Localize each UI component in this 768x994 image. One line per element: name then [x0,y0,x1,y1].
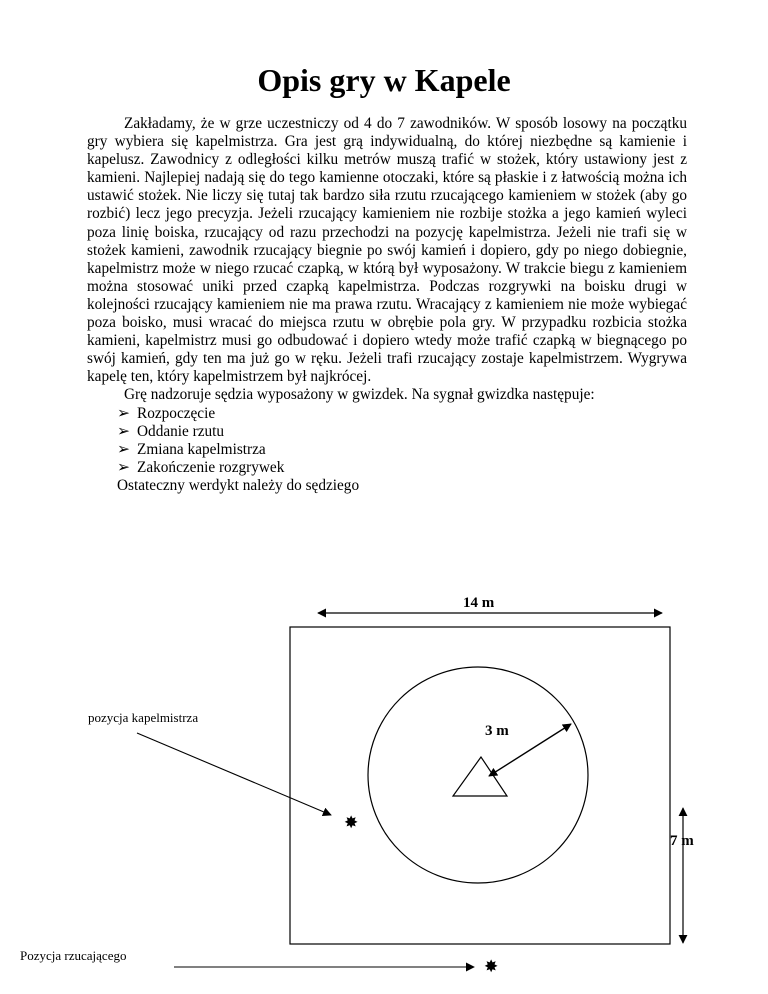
rules-paragraph: Zakładamy, że w grze uczestniczy od 4 do 7 zawodników. W sposób losowy na początku gry wybiera się kapelmistrza. Gra jest grą indywidualną, do której niezbędne są kamienie i kapelusz. Zawodnicy z odległości kilku metrów muszą trafić w stożek, który ustawiony jest z kamieni. Najlepiej nadają się do tego kamienne otoczaki, które są płaskie i z łatwością można ich ustawić stożek. Nie liczy się tutaj tak bardzo siła rzutu rzucającego kamieniem w stożek (aby go rozbić) lecz jego precyzja. Jeżeli rzucający kamieniem nie rozbije stożka a jego kamień wyleci poza linię boiska, rzucający od razu przechodzi na pozycję kapelmistrza. Jeżeli nie trafi się w stożek kamieni, zawodnik rzucający biegnie po swój kamień i dopiero, gdy po niego dobiegnie, kapelmistrz może w niego rzucać czapką, w którą był wyposażony. W trakcie biegu z kamieniem można stosować uniki przed czapką kapelmistrza. Podczas rozgrywki na boisku drugi w kolejności rzucający kamieniem nie ma prawa rzutu. Wracający z kamieniem nie może wybiegać poza boisko, musi wracać do miejsca rzutu w obrębie pola gry. W przypadku rozbicia stożka kamieni, kapelmistrz musi go odbudować i dopiero wtedy może trafić czapką w biegnącego po swój kamień, gdy ten ma już go w ręku. Jeżeli trafi rzucający zostaje kapelmistrzem. Wygrywa kapelę ten, który kapelmistrzem był najkrócej. [87,115,687,386]
final-note: Ostateczny werdykt należy do sędziego [117,476,360,494]
conductor-pointer-arrow [137,733,331,815]
arrow-bullet-icon: ➢ [117,422,130,440]
conductor-marker-icon: ✸ [344,813,359,832]
page-title: Opis gry w Kapele [257,62,511,98]
radius-label: 3 m [485,723,509,739]
arrow-bullet-icon: ➢ [117,404,130,422]
thrower-position-label: Pozycja rzucającego [20,948,127,963]
arrow-bullet-icon: ➢ [117,458,130,476]
thrower-marker-icon: ✸ [484,957,499,976]
conductor-position-label: pozycja kapelmistrza [88,710,199,725]
stone-cone [453,757,507,796]
signal-text: Oddanie rzutu [137,422,225,440]
width-label: 14 m [463,595,495,611]
referee-paragraph: Grę nadzoruje sędzia wyposażony w gwizdek. Na sygnał gwizdka następuje: [124,386,595,404]
signal-text: Zmiana kapelmistrza [137,440,266,458]
signal-text: Zakończenie rozgrywek [137,458,285,476]
signal-text: Rozpoczęcie [137,404,216,422]
height-label: 7 m [670,833,694,849]
arrow-bullet-icon: ➢ [117,440,130,458]
